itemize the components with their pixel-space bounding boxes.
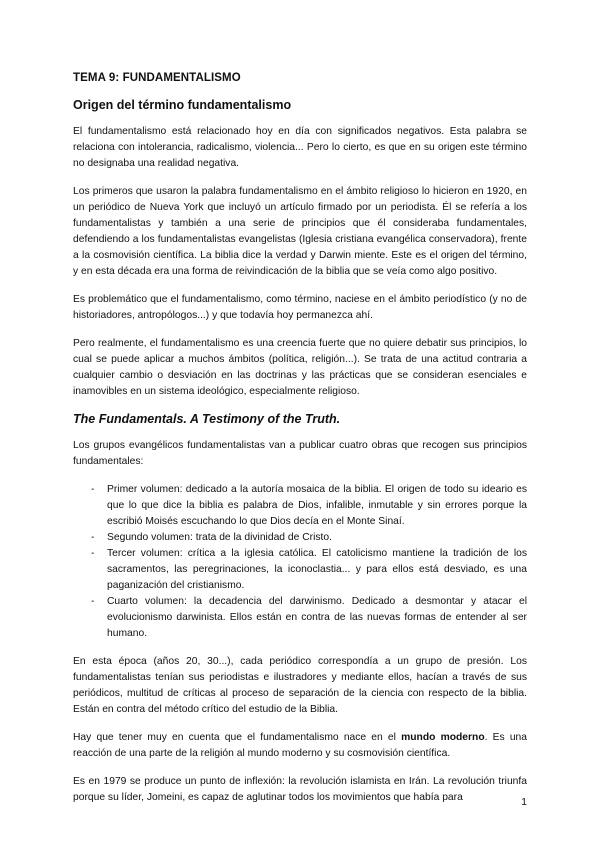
document-title: TEMA 9: FUNDAMENTALISMO (73, 72, 241, 84)
list-item: - Primer volumen: dedicado a la autoría mosaica de la biblia. El origen de todo su ideario es que lo que dice la biblia es palabra de Dios, infalible, inmutable y sin errores porque la escribió Moisés escuchando lo que Dios decía en el Monte Sinaí. (73, 482, 527, 530)
paragraph: Es problemático que el fundamentalismo, como término, naciese en el ámbito periodístico (y no de historiadores, antropólogos...) y que todavía hoy permanezca ahí. (73, 294, 527, 321)
paragraph (73, 730, 527, 762)
paragraph: En esta época (años 20, 30...), cada periódico correspondía a un grupo de presión. Los fundamentalistas tenían sus periodistas e ilustradores y mediante ellos, hacían a través de sus periódicos, multitud de críticas al proceso de separación de la ciencia con respecto de la biblia. Están en contra del método crítico del estudio de la Biblia. (73, 656, 527, 715)
paragraph: Los grupos evangélicos fundamentalistas van a publicar cuatro obras que recogen sus principios fundamentales: (73, 440, 527, 467)
page-number: 1 (521, 797, 527, 808)
section-heading-origen: Origen del término fundamentalismo (73, 98, 292, 112)
volumes-list (73, 482, 527, 642)
list-item: - Segundo volumen: trata de la divinidad de Cristo. (73, 530, 527, 546)
paragraph: El fundamentalismo está relacionado hoy en día con significados negativos. Esta palabra se relaciona con intolerancia, radicalismo, violencia... Pero lo cierto, es que en su origen este término no designaba una realidad negativa. (73, 126, 527, 169)
bold-term: mundo moderno (401, 732, 485, 743)
paragraph: Pero realmente, el fundamentalismo es una creencia fuerte que no quiere debatir sus principios, lo cual se puede aplicar a muchos ámbitos (política, religión...). Se trata de una actitud contraria a cualquier cambio o desviación en las doctrinas y las prácticas que se consideran esenciales e inamovibles en un sistema ideológico, especialmente religioso. (73, 338, 527, 397)
text-run: Hay que tener muy en cuenta que el fundamentalismo nace en el (73, 732, 402, 743)
section-heading-fundamentals: The Fundamentals. A Testimony of the Truth. (73, 412, 341, 426)
list-item: - Tercer volumen: crítica a la iglesia católica. El catolicismo mantiene la tradición de los sacramentos, las peregrinaciones, la iconoclastia... y para ellos está desviado, es una paganización del cristianismo. (73, 546, 527, 594)
list-item: - Cuarto volumen: la decadencia del darwinismo. Dedicado a desmontar y atacar el evolucionismo darwinista. Ellos están en contra de las nuevas formas de entender al ser humano. (73, 594, 527, 642)
paragraph: Los primeros que usaron la palabra fundamentalismo en el ámbito religioso lo hicieron en 1920, en un periódico de Nueva York que incluyó un artículo firmado por un periodista. Él se refería a los fundamentalistas y también a una serie de principios que él consideraba fundamentales, defendiendo a los fundamentalistas evangelistas (Iglesia cristiana evangélica conservadora), frente a la cosmovisión científica. La biblia dice la verdad y Darwin miente. Este es el origen del término, y en esta década era una forma de reivindicación de la biblia que se veía como algo positivo. (73, 186, 527, 277)
text-run: . Es una reacción de una parte de la religión al mundo moderno y su cosmovisión científica. (73, 732, 527, 759)
paragraph: Es en 1979 se produce un punto de inflexión: la revolución islamista en Irán. La revolución triunfa porque su líder, Jomeini, es capaz de aglutinar todos los movimientos que había para (73, 776, 527, 803)
